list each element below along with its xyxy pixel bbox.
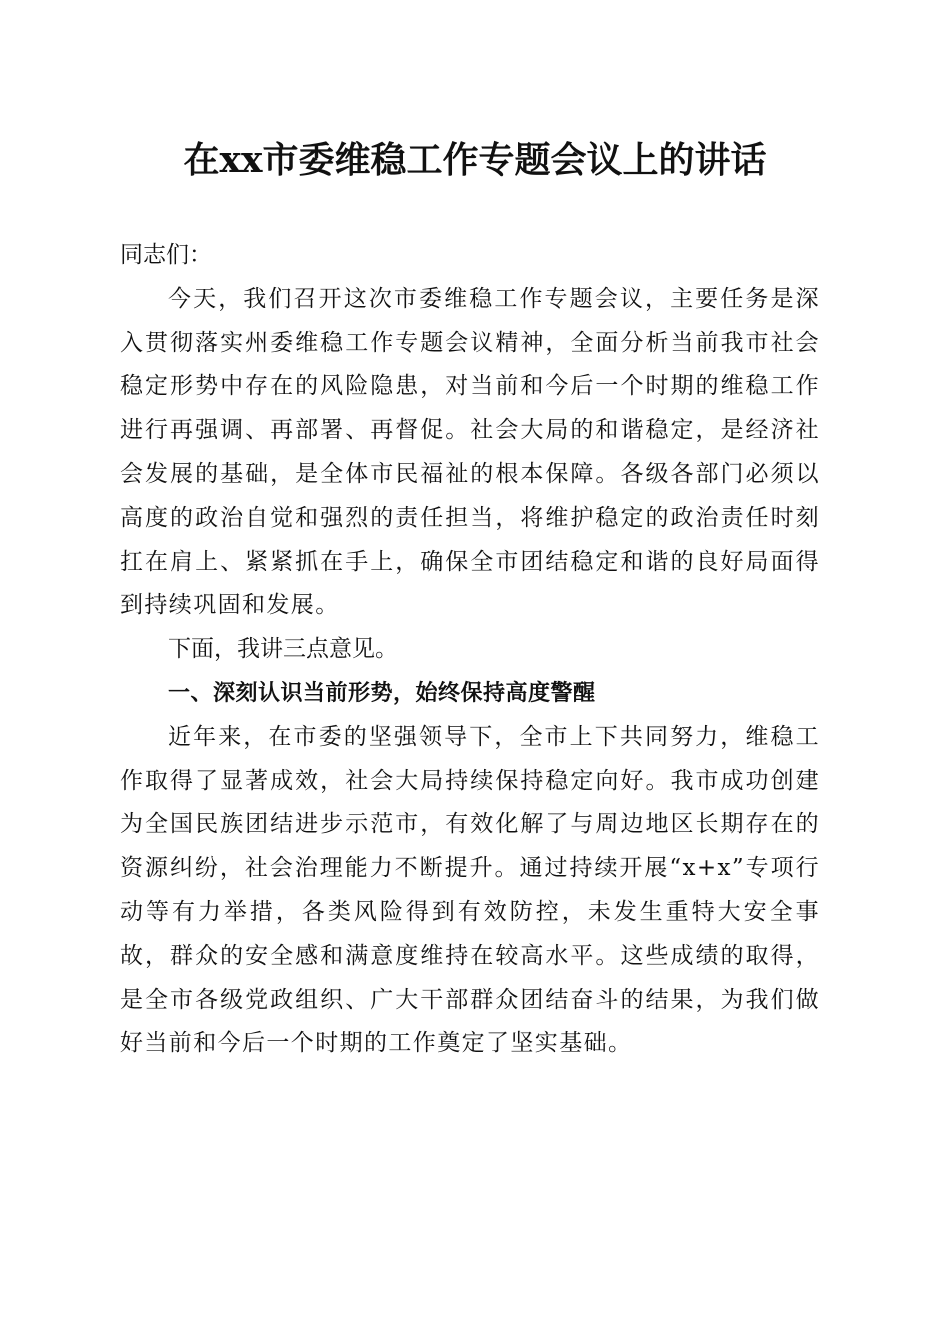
salutation: 同志们：	[120, 242, 212, 268]
document-body	[120, 234, 820, 1066]
intro-paragraph: 今天，我们召开这次市委维稳工作专题会议，主要任务是深入贯彻落实州委维稳工作专题会议精神，全面分析当前我市社会稳定形势中存在的风险隐患，对当前和今后一个时期的维稳工作进行再强调、再部署、再督促。社会大局的和谐稳定，是经济社会发展的基础，是全体市民福祉的根本保障。各级各部门必须以高度的政治自觉和强烈的责任担当，将维护稳定的政治责任时刻扛在肩上、紧紧抓在手上，确保全市团结稳定和谐的良好局面得到持续巩固和发展。	[120, 285, 820, 619]
transition-paragraph: 下面，我讲三点意见。	[168, 636, 398, 663]
page-title: 在xx市委维稳工作专题会议上的讲话	[183, 139, 767, 181]
section-heading-1: 一、深刻认识当前形势，始终保持高度警醒	[168, 680, 596, 706]
section-1-paragraph: 近年来，在市委的坚强领导下，全市上下共同努力，维稳工作取得了显著成效，社会大局持续保持稳定向好。我市成功创建为全国民族团结进步示范市，有效化解了与周边地区长期存在的资源纠纷，社会治理能力不断提升。通过持续开展“x+x”专项行动等有力举措，各类风险得到有效防控，未发生重特大安全事故，群众的安全感和满意度维持在较高水平。这些成绩的取得，是全市各级党政组织、广大干部群众团结奋斗的结果，为我们做好当前和今后一个时期的工作奠定了坚实基础。	[120, 723, 820, 1057]
